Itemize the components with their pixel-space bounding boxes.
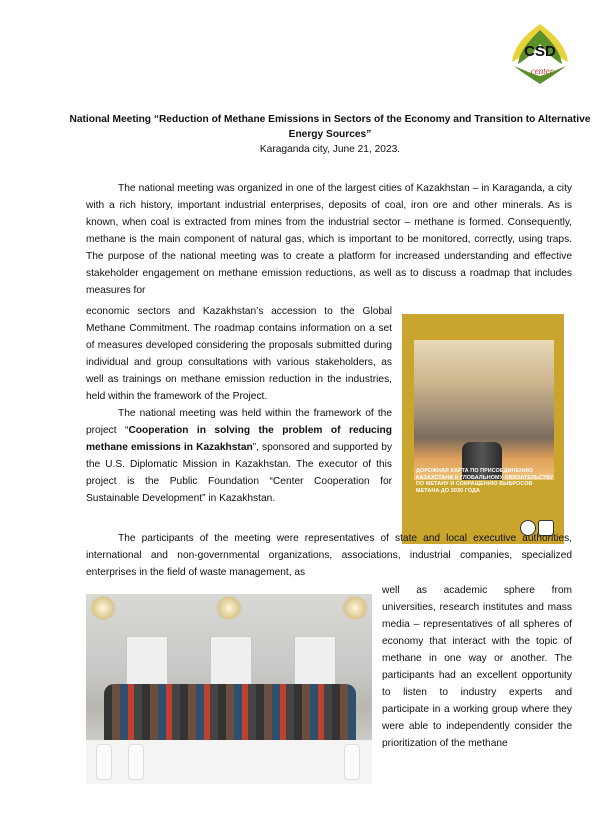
chandelier-icon bbox=[342, 596, 368, 620]
paragraph-academic: well as academic sphere from universities, research institutes and mass media – representatives of all spheres of economy that interact with the topic of methane in one way or another. The participants had an excellent opportunity to listen to industry experts and participate in a working group where they were able to independently consider the prioritization of the methane bbox=[382, 585, 572, 749]
csd-center-logo bbox=[506, 22, 574, 86]
project-text-b: ”, sponsored and supported by the U.S. Diplomatic Mission in Kazakhstan. The executor of this project is the Public Foundation “Center Cooperation for Sustainable Development” in Kazakhstan. bbox=[86, 442, 392, 504]
logo-text-center: center bbox=[530, 66, 554, 76]
document-title bbox=[60, 112, 600, 157]
chair bbox=[128, 744, 144, 780]
chandelier-icon bbox=[216, 596, 242, 620]
chair bbox=[344, 744, 360, 780]
title-heading: National Meeting “Reduction of Methane Emissions in Sectors of the Economy and Transition to Alternative Energy Sources” bbox=[69, 114, 591, 140]
title-place-date: Karaganda city, June 21, 2023. bbox=[259, 144, 401, 155]
chair bbox=[96, 744, 112, 780]
project-text-a: The national meeting was held within the framework of the project “ bbox=[86, 408, 392, 436]
project-name: Cooperation in solving the problem of reducing methane emissions in Kazakhstan bbox=[86, 425, 392, 453]
text-column-left bbox=[86, 303, 392, 507]
paragraph-project bbox=[86, 405, 392, 507]
roadmap-cover-image bbox=[402, 314, 564, 544]
chandelier-icon bbox=[90, 596, 116, 620]
paragraph-roadmap: economic sectors and Kazakhstan’s accession to the Global Methane Commitment. The roadmap contains information on a set of measures developed considering the proposals submitted during individual and group consultations with various stakeholders, as well as trainings on methane emission reduction in the industries, held within the framework of the Project. bbox=[86, 306, 392, 402]
group-photo bbox=[86, 594, 372, 784]
participants-group bbox=[104, 684, 356, 744]
cover-title: ДОРОЖНАЯ КАРТА ПО ПРИСОЕДИНЕНИЮ КАЗАХСТАНА К ГЛОБАЛЬНОМУ ОБЯЗАТЕЛЬСТВУ ПО МЕТАНУ И СОКРАЩЕНИЮ ВЫБРОСОВ МЕТАНА ДО 2030 ГОДА bbox=[416, 468, 554, 494]
paragraph-participants: The participants of the meeting were representatives of state and local executive authorities, international and non-governmental organizations, associations, industrial companies, specialized enterprises in the field of waste management, as bbox=[86, 533, 572, 578]
logo-text-csd: CSD bbox=[524, 43, 556, 60]
paragraph-intro: The national meeting was organized in one of the largest cities of Kazakhstan – in Karaganda, a city with a rich history, important industrial enterprises, deposits of coal, iron ore and other minerals. As is known, when coal is extracted from mines from the industrial sector – methane is formed. Consequently, methane is the main component of natural gas, which is important to be monitored, correctly, using traps. The purpose of the national meeting was to create a platform for increased understanding and effective stakeholder engagement on methane emission reductions, as well as to discuss a roadmap that includes measures for bbox=[86, 183, 572, 296]
